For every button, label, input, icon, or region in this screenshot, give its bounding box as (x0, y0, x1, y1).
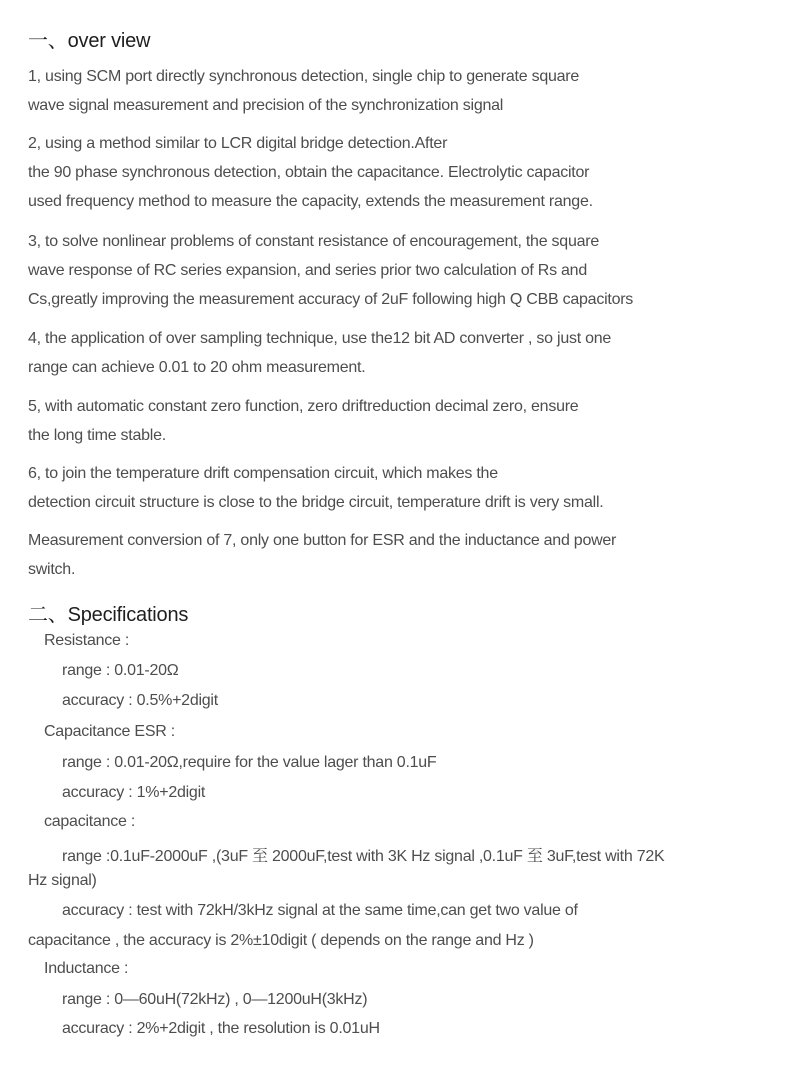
overview-line: the 90 phase synchronous detection, obtain the capacitance. Electrolytic capacitor (28, 164, 590, 181)
inductance-range: range : 0—60uH(72kHz) , 0—1200uH(3kHz) (62, 991, 368, 1008)
overview-line: 3, to solve nonlinear problems of constant resistance of encouragement, the square (28, 233, 599, 250)
capacitance-range-line-1: range :0.1uF-2000uF ,(3uF 至 2000uF,test with 3K Hz signal ,0.1uF 至 3uF,test with 72K (62, 848, 665, 865)
specifications-heading: 二、Specifications (28, 604, 189, 626)
overview-line: 4, the application of over sampling technique, use the12 bit AD converter , so just one (28, 330, 612, 347)
overview-item-6 (28, 459, 758, 517)
overview-line: 6, to join the temperature drift compensation circuit, which makes the (28, 465, 498, 482)
overview-line: detection circuit structure is close to the bridge circuit, temperature drift is very small. (28, 494, 604, 511)
inductance-accuracy: accuracy : 2%+2digit , the resolution is 0.01uH (62, 1020, 380, 1037)
inductance-label: Inductance : (44, 960, 129, 977)
overview-heading: 一、over view (28, 30, 151, 52)
capacitance-label: capacitance : (44, 813, 136, 830)
overview-item-4 (28, 324, 758, 382)
overview-line: 1, using SCM port directly synchronous detection, single chip to generate square (28, 68, 579, 85)
capacitance-range-line-2: Hz signal) (28, 872, 97, 889)
resistance-range: range : 0.01-20Ω (62, 662, 179, 679)
overview-line: Cs,greatly improving the measurement accuracy of 2uF following high Q CBB capacitors (28, 291, 634, 308)
resistance-accuracy: accuracy : 0.5%+2digit (62, 692, 218, 709)
overview-line: switch. (28, 561, 76, 578)
esr-accuracy: accuracy : 1%+2digit (62, 784, 206, 801)
overview-line: wave response of RC series expansion, and series prior two calculation of Rs and (28, 262, 587, 279)
overview-line: 2, using a method similar to LCR digital bridge detection.After (28, 135, 448, 152)
esr-range: range : 0.01-20Ω,require for the value lager than 0.1uF (62, 754, 437, 771)
overview-line: used frequency method to measure the capacity, extends the measurement range. (28, 193, 593, 210)
overview-line: range can achieve 0.01 to 20 ohm measurement. (28, 359, 366, 376)
overview-line: wave signal measurement and precision of the synchronization signal (28, 97, 504, 114)
overview-item-2 (28, 129, 758, 216)
overview-line: Measurement conversion of 7, only one button for ESR and the inductance and power (28, 532, 617, 549)
resistance-label: Resistance : (44, 632, 130, 649)
overview-item-3 (28, 227, 758, 314)
overview-item-7 (28, 526, 758, 584)
overview-item-5 (28, 392, 758, 450)
capacitance-accuracy-line-2: capacitance , the accuracy is 2%±10digit ( depends on the range and Hz ) (28, 932, 534, 949)
overview-item-1 (28, 62, 758, 120)
capacitance-accuracy-line-1: accuracy : test with 72kH/3kHz signal at the same time,can get two value of (62, 902, 578, 919)
esr-label: Capacitance ESR : (44, 723, 175, 740)
overview-line: 5, with automatic constant zero function, zero driftreduction decimal zero, ensure (28, 398, 579, 415)
overview-line: the long time stable. (28, 427, 166, 444)
